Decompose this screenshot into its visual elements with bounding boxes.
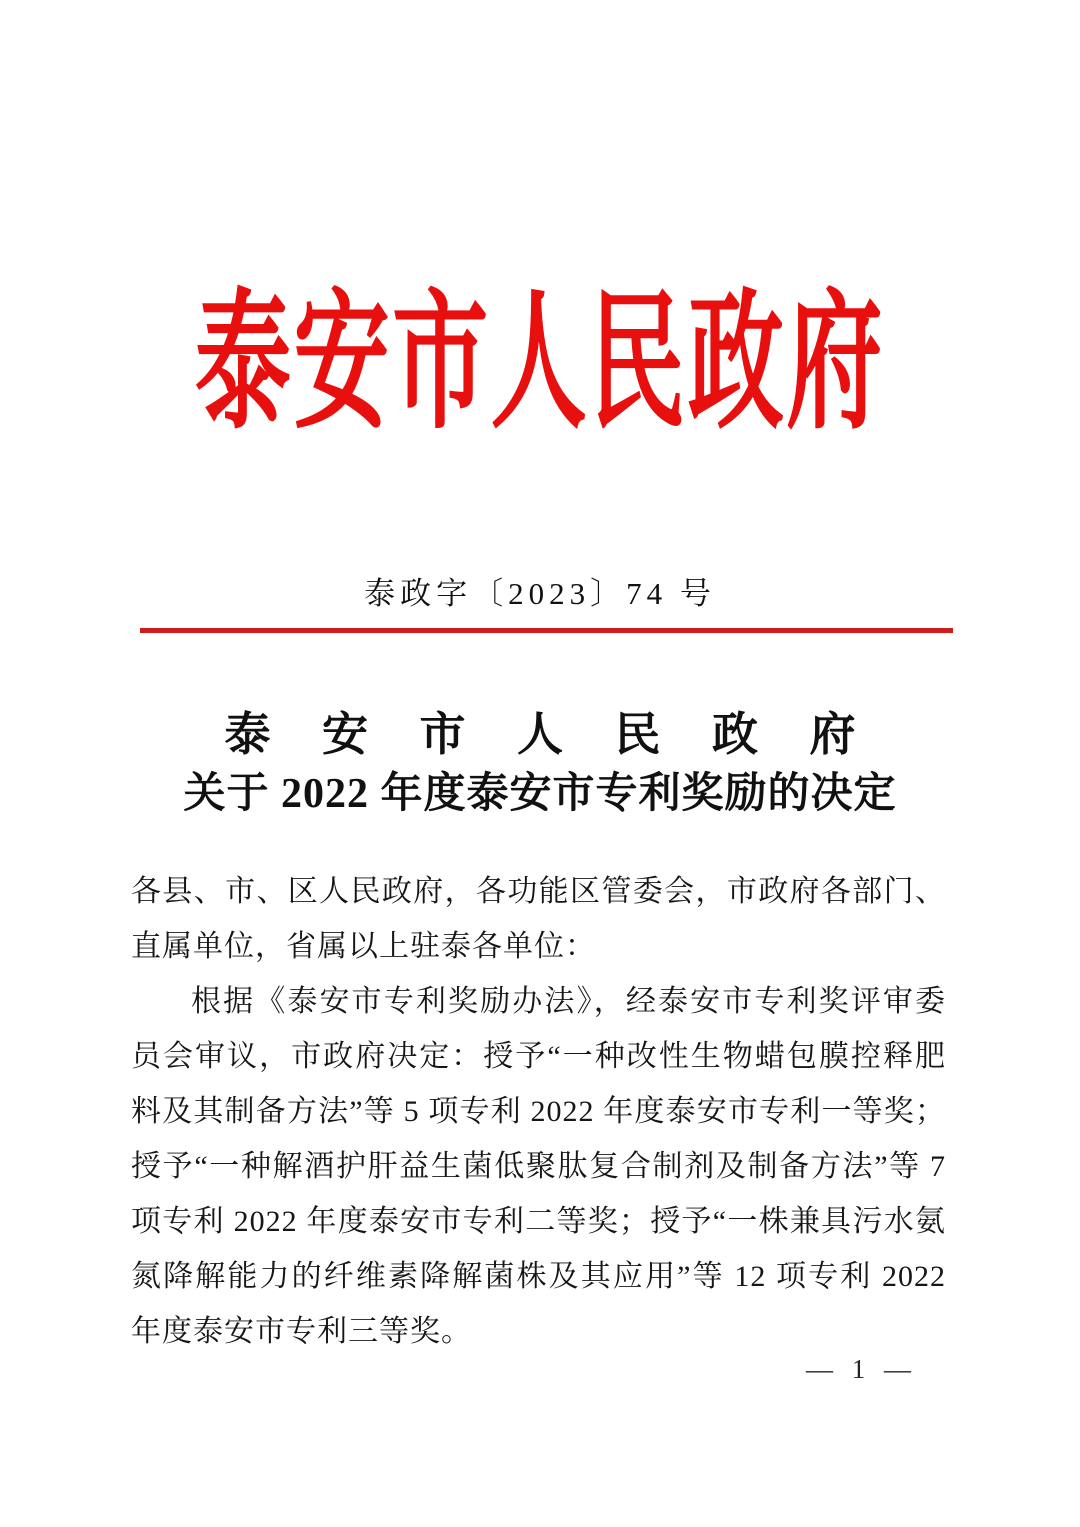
- letterhead-banner: [0, 278, 1080, 450]
- document-title-line1: 泰 安 市 人 民 政 府: [224, 709, 876, 760]
- document-body: [131, 864, 946, 1359]
- red-divider-rule: [140, 628, 953, 633]
- page-number: — 1 —: [806, 1354, 917, 1384]
- document-title-line2: 关于 2022 年度泰安市专利奖励的决定: [183, 771, 897, 817]
- main-paragraph: 根据《泰安市专利奖励办法》，经泰安市专利奖评审委员会审议，市政府决定：授予“一种改性生物蜡包膜控释肥料及其制备方法”等 5 项专利 2022 年度泰安市专利一等奖；授予“一种解酒护肝益生菌低聚肽复合制剂及制备方法”等 7 项专利 2022 年度泰安市专利二等奖；授予“一株兼具污水氨氮降解能力的纤维素降解菌株及其应用”等 12 项专利 2022 年度泰安市专利三等奖。: [131, 985, 946, 1348]
- letterhead-title: 泰安市人民政府: [195, 281, 885, 447]
- salutation-paragraph: 各县、市、区人民政府，各功能区管委会，市政府各部门、直属单位，省属以上驻泰各单位：: [131, 875, 946, 963]
- document-number: 泰政字〔2023〕74 号: [364, 576, 716, 611]
